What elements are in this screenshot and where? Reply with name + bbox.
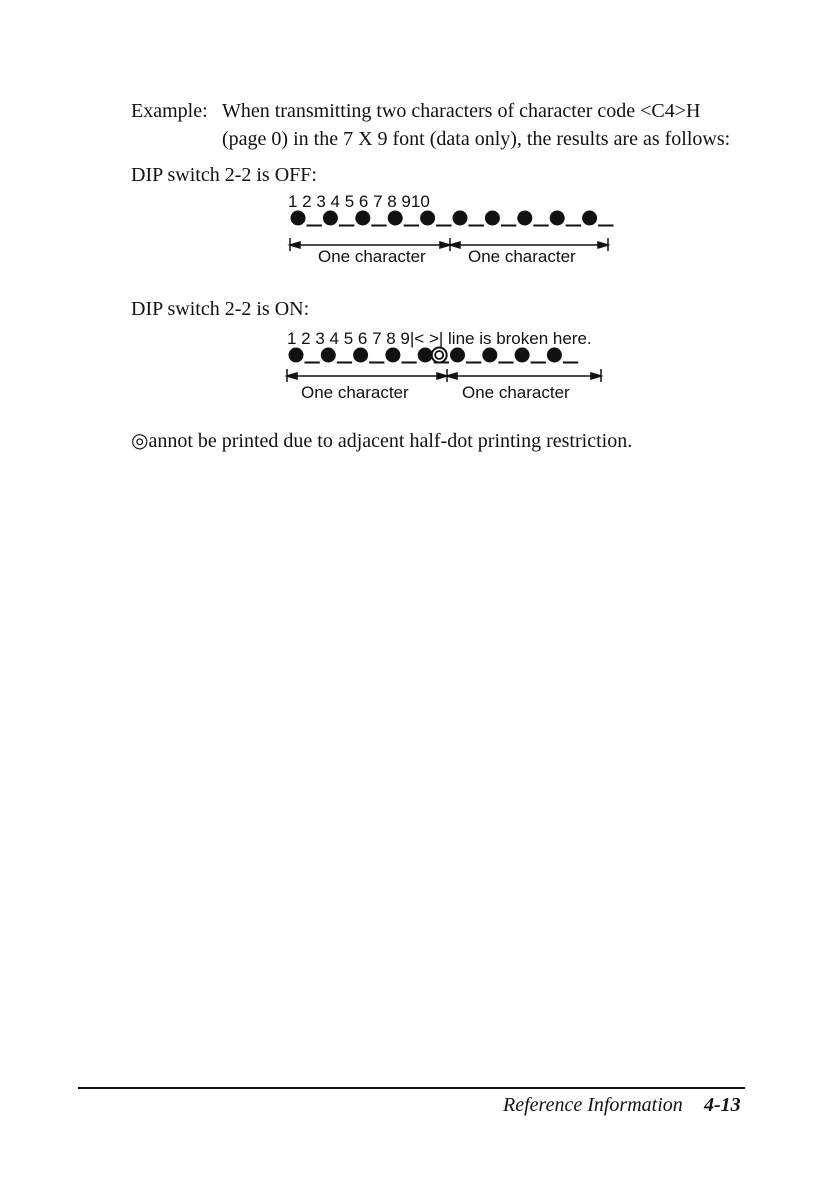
on-caption-right: One character (462, 383, 570, 402)
print-dot (582, 211, 597, 226)
print-dot (517, 211, 532, 226)
on-dimension-arrows (287, 369, 601, 382)
off-dot-row (291, 211, 614, 226)
example-line-2: (page 0) in the 7 X 9 font (data only), the results are as follows: (222, 128, 731, 150)
print-dot (385, 348, 400, 363)
on-dot-row (289, 348, 579, 363)
dip-off-heading: DIP switch 2-2 is OFF: (131, 164, 317, 186)
footer-section-title: Reference Information (503, 1094, 683, 1116)
print-dot (550, 211, 565, 226)
print-dot (321, 348, 336, 363)
on-dot-numbers: 1 2 3 4 5 6 7 8 9|< >| line is broken here. (287, 329, 592, 348)
dip-on-heading: DIP switch 2-2 is ON: (131, 298, 310, 320)
footer-page-number: 4-13 (704, 1094, 741, 1116)
print-dot (450, 348, 465, 363)
print-dot (353, 348, 368, 363)
print-dot (485, 211, 500, 226)
print-dot (418, 348, 433, 363)
off-caption-right: One character (468, 247, 576, 266)
print-dot (291, 211, 306, 226)
print-dot (482, 348, 497, 363)
off-dot-numbers: 1 2 3 4 5 6 7 8 910 (288, 192, 430, 211)
on-caption-left: One character (301, 383, 409, 402)
footer-rule (78, 1087, 745, 1089)
print-dot (355, 211, 370, 226)
print-dot (289, 348, 304, 363)
print-dot (420, 211, 435, 226)
off-caption-left: One character (318, 247, 426, 266)
print-dot (323, 211, 338, 226)
example-label: Example: (131, 100, 208, 122)
blocked-dot-outer (432, 348, 447, 363)
print-dot (388, 211, 403, 226)
example-line-1: When transmitting two characters of character code <C4>H (222, 100, 701, 122)
print-dot (515, 348, 530, 363)
print-dot (453, 211, 468, 226)
restriction-note: ◎annot be printed due to adjacent half-dot printing restriction. (131, 430, 633, 452)
print-dot (547, 348, 562, 363)
